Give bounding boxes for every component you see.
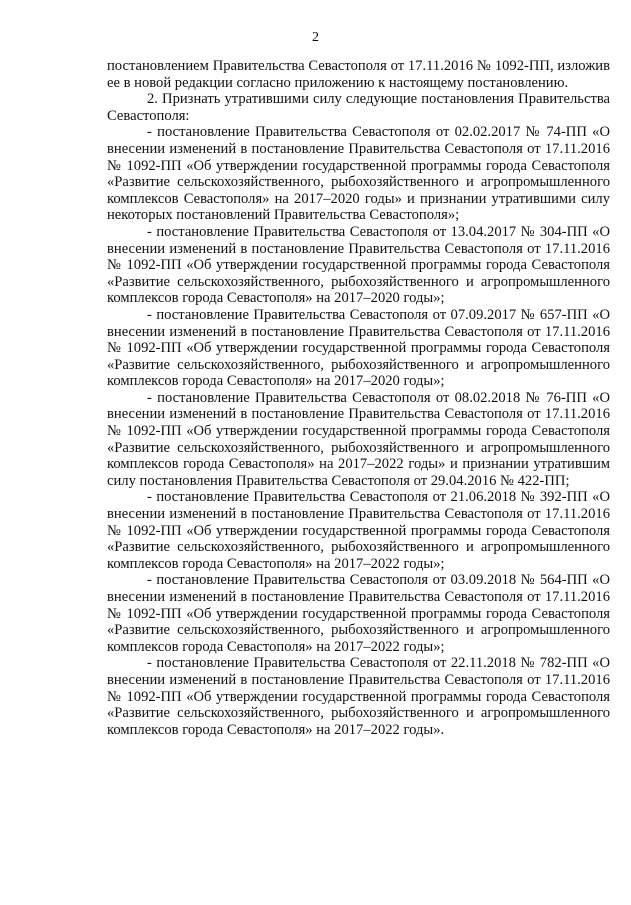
paragraph-resolution-392-pp: - постановление Правительства Севастополя от 21.06.2018 № 392-ПП «О внесении изменений в постановление Правительства Севастополя от 17.11.2016 № 1092-ПП «Об утверждении государственной программы города Севастополя «Развитие сельскохозяйственного, рыбохозяйственного и агропромышленного комплексов города Севастополя» на 2017–2022 годы»; (107, 489, 610, 572)
paragraph-continuation: постановлением Правительства Севастополя от 17.11.2016 № 1092-ПП, изложив ее в новой редакции согласно приложению к настоящему постановлению. (107, 58, 610, 91)
page-number: 2 (312, 30, 319, 45)
paragraph-resolution-76-pp: - постановление Правительства Севастополя от 08.02.2018 № 76-ПП «О внесении изменений в постановление Правительства Севастополя от 17.11.2016 № 1092-ПП «Об утверждении государственной программы города Севастополя «Развитие сельскохозяйственного, рыбохозяйственного и агропромышленного комплексов города Севастополя» на 2017–2022 годы» и признании утратившим силу постановления Правительства Севастополя от 29.04.2016 № 422-ПП; (107, 389, 610, 489)
paragraph-resolution-564-pp: - постановление Правительства Севастополя от 03.09.2018 № 564-ПП «О внесении изменений в постановление Правительства Севастополя от 17.11.2016 № 1092-ПП «Об утверждении государственной программы города Севастополя «Развитие сельскохозяйственного, рыбохозяйственного и агропромышленного комплексов города Севастополя» на 2017–2022 годы»; (107, 572, 610, 655)
document-body (107, 58, 610, 738)
paragraph-resolution-782-pp: - постановление Правительства Севастополя от 22.11.2018 № 782-ПП «О внесении изменений в постановление Правительства Севастополя от 17.11.2016 № 1092-ПП «Об утверждении государственной программы города Севастополя «Развитие сельскохозяйственного, рыбохозяйственного и агропромышленного комплексов города Севастополя» на 2017–2022 годы». (107, 655, 610, 738)
paragraph-resolution-304-pp: - постановление Правительства Севастополя от 13.04.2017 № 304-ПП «О внесении изменений в постановление Правительства Севастополя от 17.11.2016 № 1092-ПП «Об утверждении государственной программы города Севастополя «Развитие сельскохозяйственного, рыбохозяйственного и агропромышленного комплексов города Севастополя» на 2017–2020 годы»; (107, 223, 610, 307)
paragraph-resolution-657-pp: - постановление Правительства Севастополя от 07.09.2017 № 657-ПП «О внесении изменений в постановление Правительства Севастополя от 17.11.2016 № 1092-ПП «Об утверждении государственной программы города Севастополя «Развитие сельскохозяйственного, рыбохозяйственного и агропромышленного комплексов города Севастополя» на 2017–2020 годы»; (107, 306, 610, 390)
paragraph-item-2: 2. Признать утратившими силу следующие постановления Правительства Севастополя: (107, 91, 610, 124)
paragraph-resolution-74-pp: - постановление Правительства Севастополя от 02.02.2017 № 74-ПП «О внесении изменений в постановление Правительства Севастополя от 17.11.2016 № 1092-ПП «Об утверждении государственной программы города Севастополя «Развитие сельскохозяйственного, рыбохозяйственного и агропромышленного комплексов Севастополя» на 2017–2020 годы» и признании утратившими силу некоторых постановлений Правительства Севастополя»; (107, 124, 610, 224)
